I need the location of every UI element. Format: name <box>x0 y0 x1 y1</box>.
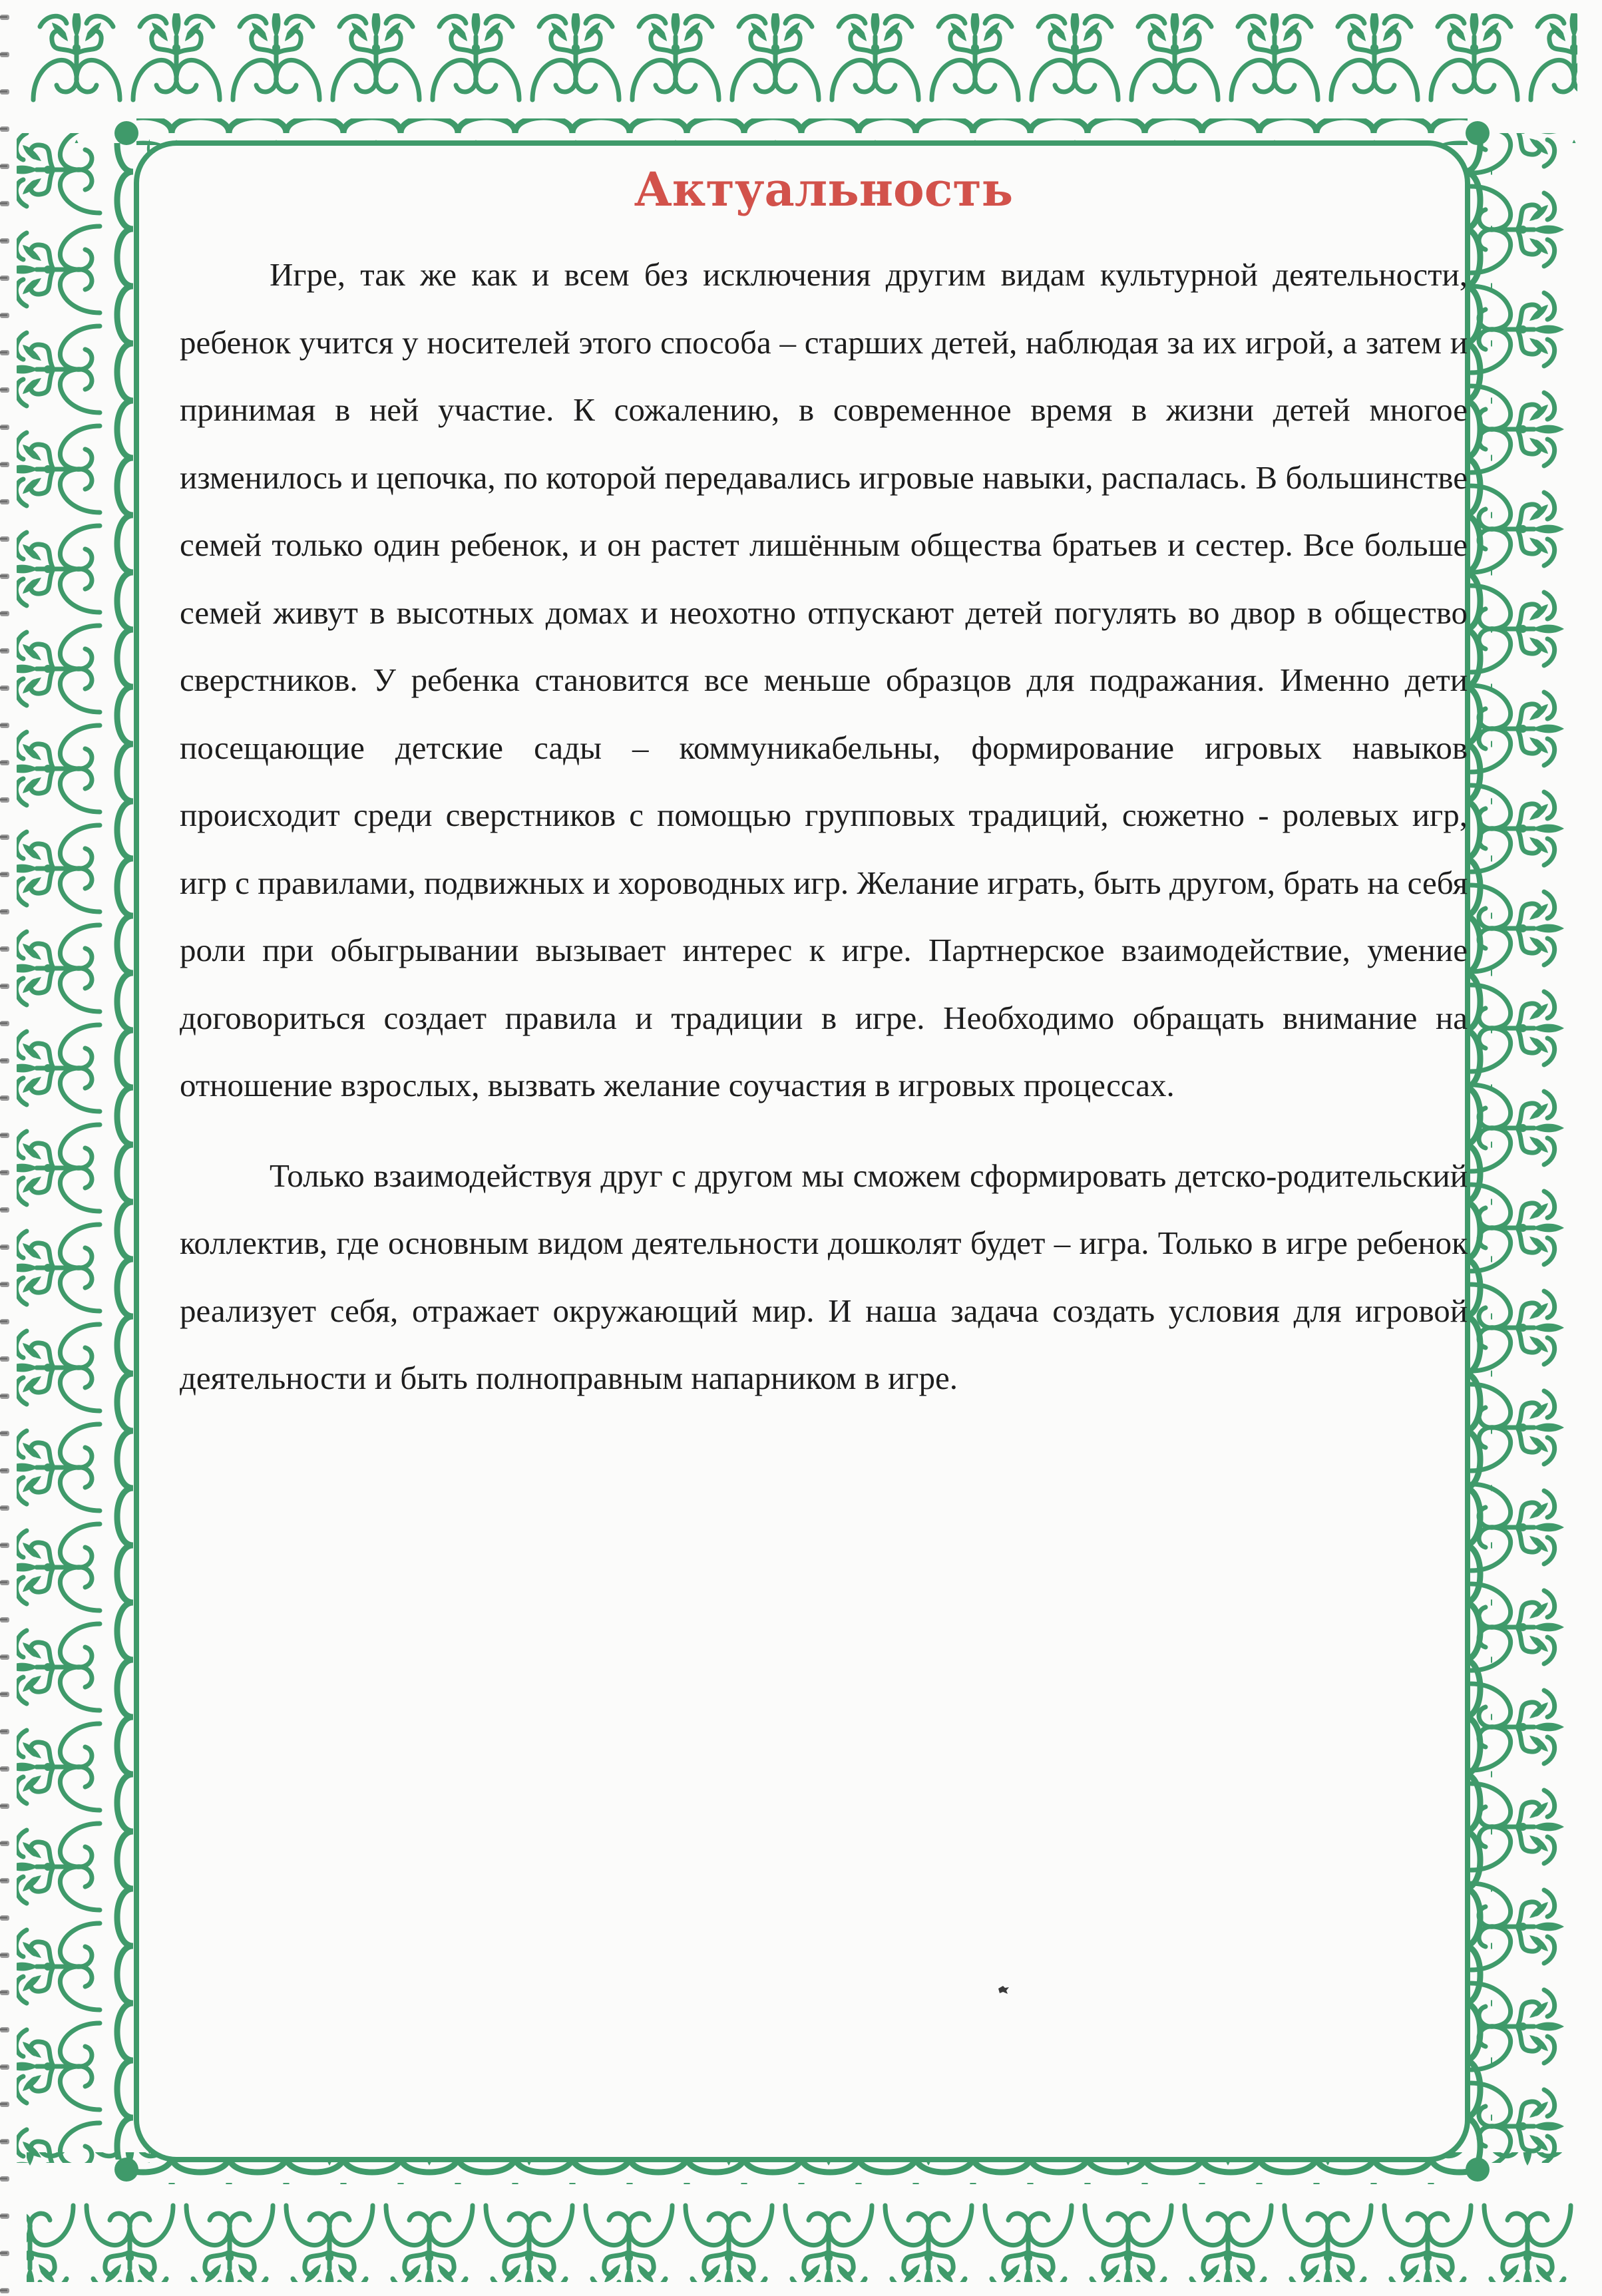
document-body <box>180 153 1468 1412</box>
paragraph-1: Игре, так же как и всем без исключения другим видам культурной деятельности, ребенок учится у носителей этого способа – старших детей, наблюдая за их игрой, а затем и принимая в ней участие. К сожалению, в современное время в жизни детей многое изменилось и цепочка, по которой передавались игровые навыки, распалась. В большинстве семей только один ребенок, и он растет лишённым общества братьев и сестер. Все больше семей живут в высотных домах и неохотно отпускают детей погулять во двор в общество сверстников. У ребенка становится все меньше образцов для подражания. Именно дети посещающие детские сады – коммуникабельны, формирование игровых навыков происходит среди сверстников с помощью групповых традиций, сюжетно - ролевых игр, игр с правилами, подвижных и хороводных игр. Желание играть, быть другом, брать на себя роли при обыгрывании вызывает интерес к игре. Партнерское взаимодействие, умение договориться создает правила и традиции в игре. Необходимо обращать внимание на отношение взрослых, вызвать желание соучастия в игровых процессах. <box>180 256 1468 1103</box>
scan-speck-icon <box>997 1985 1010 1995</box>
page-title: Актуальность <box>634 162 1014 217</box>
paragraph-2: Только взаимодействуя друг с другом мы сможем сформировать детско-родительский коллектив, где основным видом деятельности дошколят будет – игра. Только в игре ребенок реализует себя, отражает окружающий мир. И наша задача создать условия для игровой деятельности и быть полноправным напарником в игре. <box>180 1157 1468 1396</box>
